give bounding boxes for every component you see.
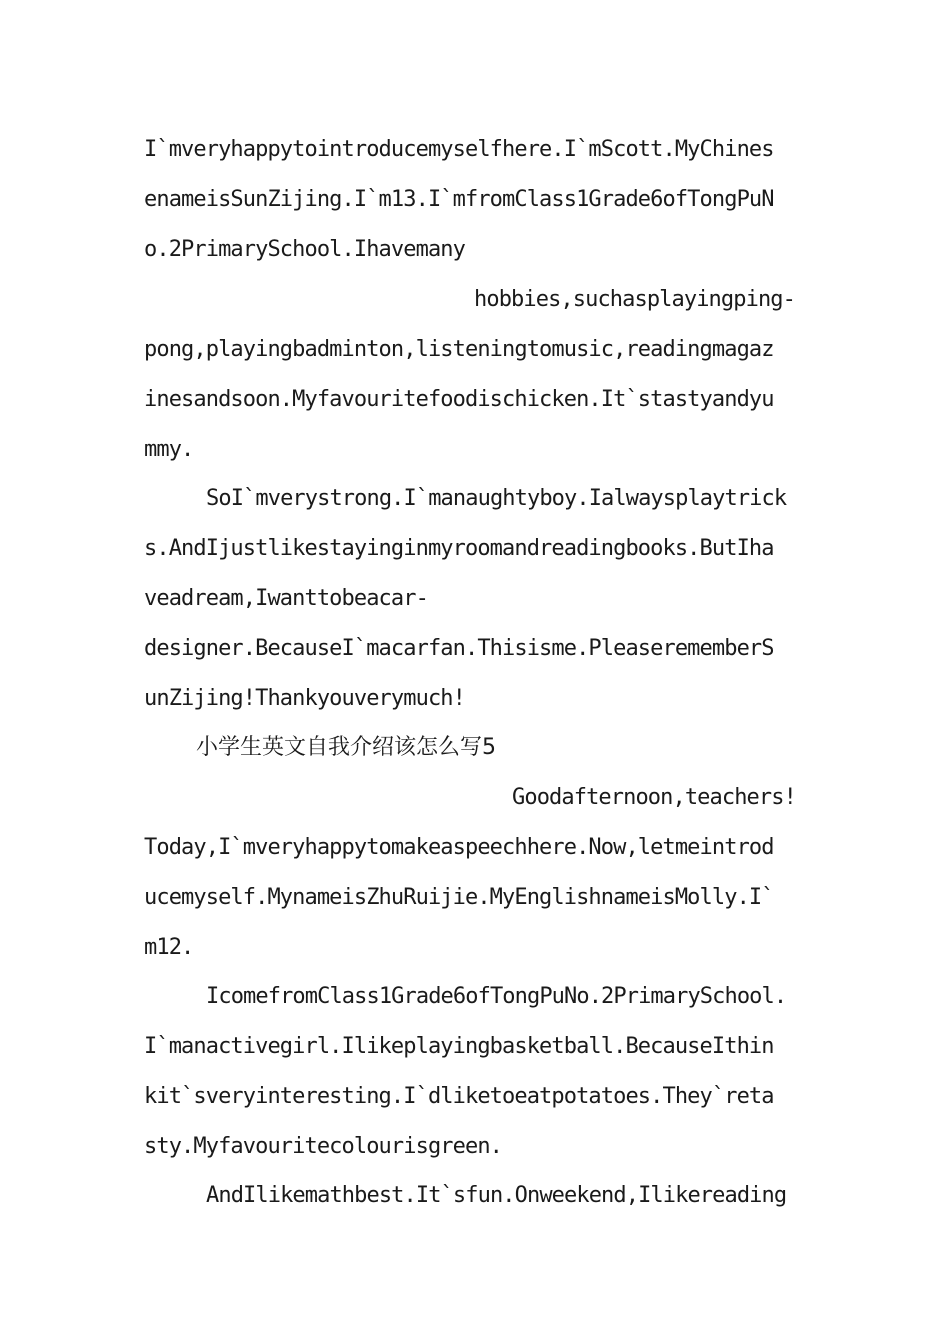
text-line: unZijing!Thankyouverymuch!	[144, 686, 465, 711]
text-line: Goodafternoon,teachers!	[512, 785, 796, 810]
text-line: veadream,Iwanttobeacar-	[144, 586, 428, 611]
text-line: I`manactivegirl.Ilikeplayingbasketball.BecauseIthin	[144, 1034, 774, 1059]
text-line: sty.Myfavouritecolourisgreen.	[144, 1134, 503, 1159]
text-line: designer.BecauseI`macarfan.Thisisme.PleaserememberS	[144, 636, 774, 661]
text-line: SoI`mverystrong.I`manaughtyboy.Ialwaysplaytrick	[206, 486, 787, 511]
text-line: pong,playingbadminton,listeningtomusic,readingmagaz	[144, 337, 774, 362]
text-line: inesandsoon.Myfavouritefoodischicken.It`stastyandyu	[144, 387, 774, 412]
text-line: Today,I`mveryhappytomakeaspeechhere.Now,letmeintrod	[144, 835, 774, 860]
text-line: o.2PrimarySchool.Ihavemany	[144, 237, 465, 262]
text-line: AndIlikemathbest.It`sfun.Onweekend,Ilikereading	[206, 1183, 787, 1208]
text-line: mmy.	[144, 437, 194, 462]
text-line: s.AndIjustlikestayinginmyroomandreadingbooks.ButIha	[144, 536, 774, 561]
text-line: IcomefromClass1Grade6ofTongPuNo.2PrimarySchool.	[206, 984, 787, 1009]
text-line: hobbies,suchasplayingping-	[474, 287, 795, 312]
section-heading: 小学生英文自我介绍该怎么写5	[196, 735, 496, 760]
text-line: ucemyself.MynameisZhuRuijie.MyEnglishnameisMolly.I`	[144, 885, 774, 910]
text-line: m12.	[144, 935, 194, 960]
text-line: enameisSunZijing.I`m13.I`mfromClass1Grade6ofTongPuN	[144, 187, 774, 212]
text-line: kit`sveryinteresting.I`dliketoeatpotatoes.They`reta	[144, 1084, 774, 1109]
text-line: I`mveryhappytointroducemyselfhere.I`mScott.MyChines	[144, 137, 774, 162]
